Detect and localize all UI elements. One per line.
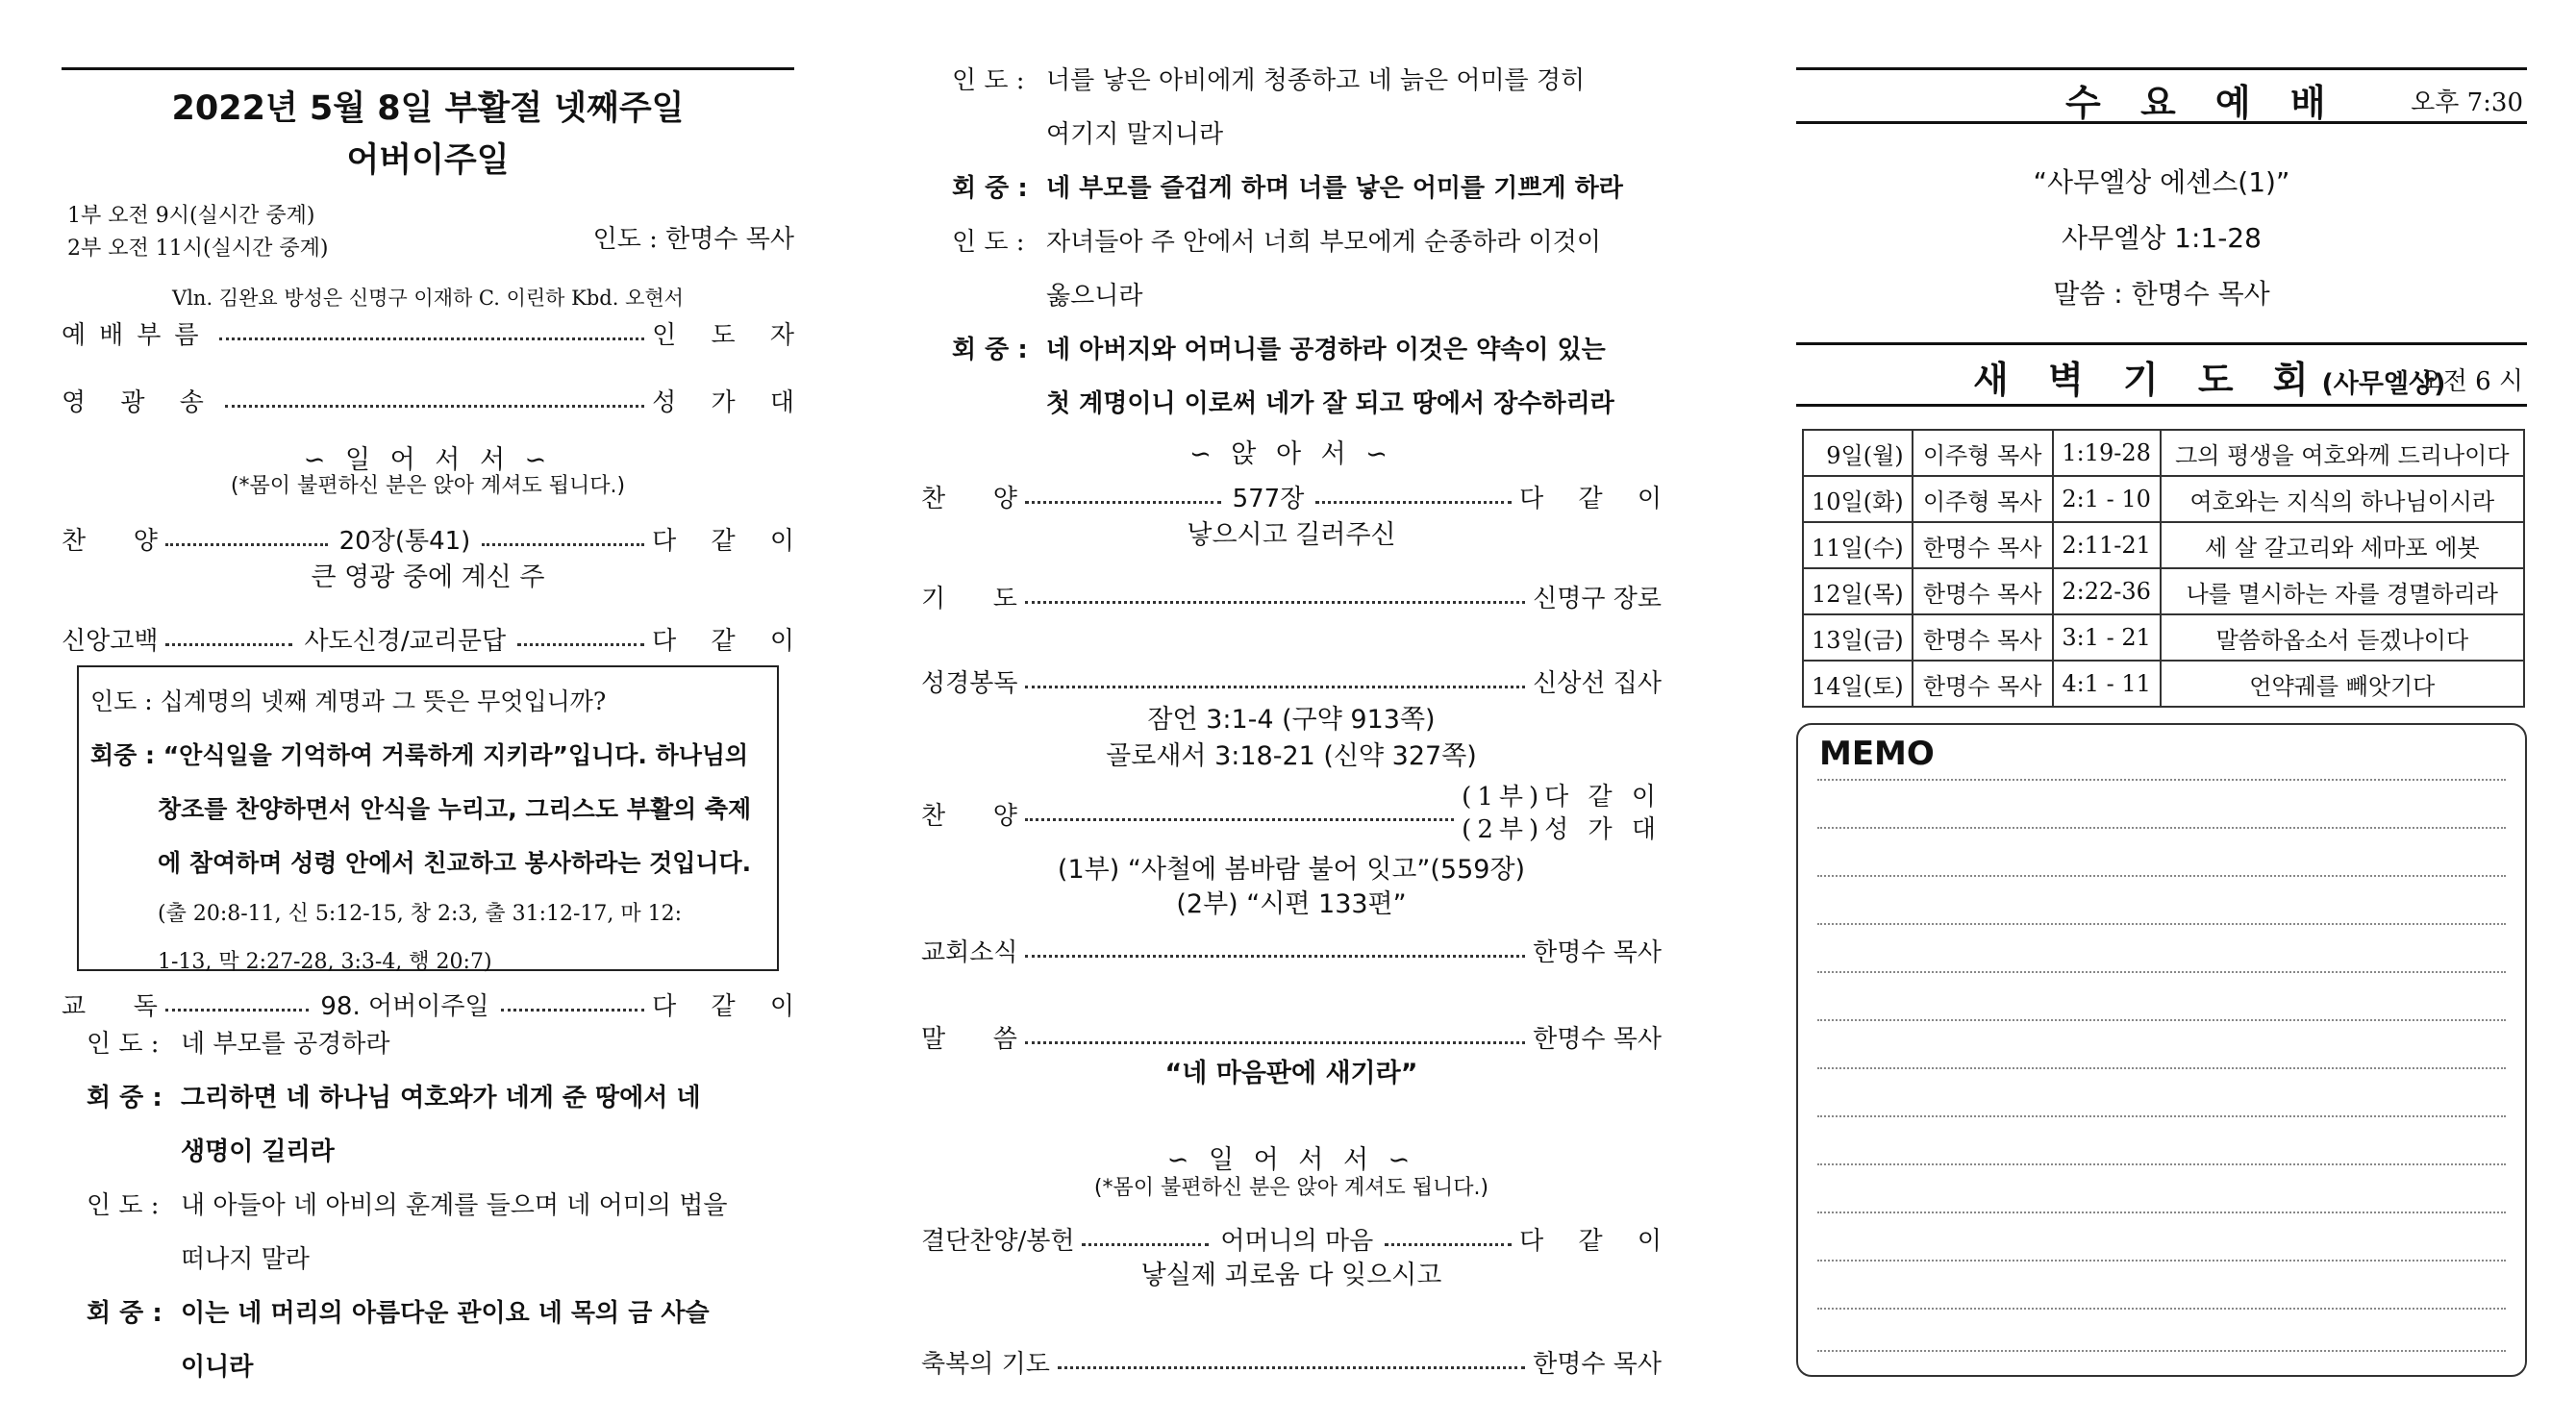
anthem-row (921, 783, 1662, 844)
reading-line: 첫 계명이니 이로써 네가 잘 되고 땅에서 장수하리라 (1046, 389, 1614, 418)
item-label: 영 광 송 (62, 387, 217, 417)
gloria-row (62, 381, 808, 419)
item-person: 한명수 목사 (1533, 937, 1662, 967)
hymn-row (62, 519, 808, 558)
announcements-row (921, 931, 1662, 969)
memo-line (1817, 827, 2506, 829)
item-label: 말 씀 (921, 1024, 1017, 1054)
catechism-answer-1: 회중 : “안식일을 기억하여 거룩하게 지키라”입니다. 하나님의 (90, 741, 749, 769)
catechism-answer-2: 창조를 찬양하면서 안식을 누리고, 그리스도 부활의 축제 (158, 795, 752, 823)
service-time-2: 2부 오전 11시(실시간 중계) (67, 237, 329, 261)
sermon-title: “네 마음판에 새기라” (1164, 1059, 1418, 1088)
hymn-row (921, 477, 1675, 515)
stand-instruction: ∽ 일 어 서 서 ∽ (1166, 1145, 1416, 1175)
dawn-prayer-title: 새 벽 기 도 회(사무엘상) (1973, 359, 2446, 401)
stand-instruction: ∽ 일 어 서 서 ∽ (303, 445, 553, 475)
dot-leader (1082, 1243, 1209, 1246)
dot-leader (1025, 501, 1221, 504)
reading-line: 여기지 말지니라 (1046, 120, 1224, 149)
table-row: 14일(토) 한명수 목사 4:1 - 11 언약궤를 빼앗기다 (1803, 661, 2524, 707)
table-row: 13일(금) 한명수 목사 3:1 - 21 말씀하옵소서 듣겠나이다 (1803, 614, 2524, 661)
responsive-reading-part-1 (87, 1017, 794, 1394)
musicians: Vln. 김완요 방성은 신명구 이재하 C. 이린하 Kbd. 오현서 (172, 287, 684, 310)
reading-line: 떠나지 말라 (181, 1245, 310, 1274)
dot-leader (225, 405, 644, 408)
reading-line: 인 도 : 내 아들아 네 아비의 훈계를 들으며 네 어미의 법을 (87, 1191, 728, 1220)
reading-line: 옳으니라 (1046, 282, 1143, 311)
dawn-prayer-schedule-table (1802, 429, 2525, 708)
reading-line: 인 도 : 네 부모를 공경하라 (87, 1030, 390, 1059)
memo-line (1817, 1115, 2506, 1117)
table-row: 11일(수) 한명수 목사 2:11-21 세 살 갈고리와 세마포 에봇 (1803, 522, 2524, 568)
sit-instruction: ∽ 앉 아 서 ∽ (1189, 439, 1393, 469)
section-rule (1796, 121, 2527, 124)
responsive-reading-part-2 (952, 54, 1662, 431)
memo-line (1817, 923, 2506, 925)
order-of-worship-column-2 (921, 0, 1676, 1424)
call-to-worship-row (62, 313, 808, 352)
memo-line (1817, 779, 2506, 781)
hymn-name: 어머니의 마음 (1220, 1226, 1374, 1256)
memo-line (1817, 1163, 2506, 1165)
item-person: 성 가 대 (652, 387, 808, 417)
stand-note: (*몸이 불편하신 분은 앉아 계셔도 됩니다.) (1093, 1176, 1489, 1200)
dot-leader (1025, 1041, 1525, 1044)
dot-leader (1025, 601, 1525, 604)
item-label: 찬 양 (62, 526, 158, 556)
catechism-question: 인도 : 십계명의 넷째 계명과 그 뜻은 무엇입니까? (90, 687, 607, 715)
leader: 인도 : 한명수 목사 (592, 225, 794, 254)
dot-leader (165, 643, 292, 646)
item-person: 신명구 장로 (1533, 584, 1662, 613)
anthem-title-1: (1부) “사철에 봄바람 불어 잇고”(559장) (1057, 855, 1526, 885)
hymn-number: 20장(통41) (338, 526, 471, 556)
item-person: 한명수 목사 (1533, 1024, 1662, 1054)
memo-line (1817, 1308, 2506, 1310)
memo-line (1817, 1212, 2506, 1213)
memo-heading: MEMO (1819, 735, 1935, 773)
reading-line: 인 도 : 너를 낳은 아비에게 청종하고 네 늙은 어미를 경히 (952, 66, 1586, 95)
reading-line: 생명이 길리라 (181, 1137, 335, 1166)
hymn-title: 낳으시고 길러주신 (1187, 520, 1396, 550)
catechism-reference-2: 1-13, 막 2:27-28, 3:3-4, 행 20:7) (158, 950, 492, 974)
item-person: 다 같 이 (652, 626, 808, 656)
catechism-box (77, 665, 779, 974)
item-label: 교 독 (62, 991, 158, 1021)
service-time-1: 1부 오전 9시(실시간 중계) (67, 204, 315, 228)
item-person: 다 같 이 (652, 526, 808, 556)
scripture-reading-row (921, 662, 1662, 700)
catechism-answer-3: 에 참여하며 성령 안에서 친교하고 봉사하라는 것입니다. (158, 849, 752, 877)
wednesday-speaker: 말씀 : 한명수 목사 (2053, 278, 2270, 310)
reading-line: 이니라 (181, 1353, 254, 1382)
sermon-row (921, 1017, 1662, 1056)
item-person: 신상선 집사 (1533, 668, 1662, 698)
table-row: 9일(월) 이주형 목사 1:19-28 그의 평생을 여호와께 드리나이다 (1803, 430, 2524, 476)
reading-line: 인 도 : 자녀들아 주 안에서 너희 부모에게 순종하라 이것이 (952, 228, 1602, 257)
reading-line: 회 중 : 그리하면 네 하나님 여호와가 네게 준 땅에서 네 (87, 1084, 701, 1112)
stand-note: (*몸이 불편하신 분은 앉아 계셔도 됩니다.) (230, 474, 626, 498)
item-label: 결단찬양/봉헌 (921, 1226, 1075, 1256)
creed-row (62, 619, 808, 658)
item-label: 찬 양 (921, 484, 1017, 513)
weekly-schedule-column (1796, 0, 2527, 1424)
item-person: 다 같 이 (1519, 1226, 1676, 1256)
section-rule (1796, 67, 2527, 70)
dot-leader (165, 543, 328, 546)
dot-leader (482, 543, 644, 546)
dot-leader (1058, 1366, 1525, 1369)
item-person: 다 같 이 (652, 991, 809, 1021)
item-label: 성경봉독 (921, 668, 1018, 698)
dot-leader (1025, 818, 1454, 821)
memo-line (1817, 1260, 2506, 1262)
reading-line: 회 중 : 네 부모를 즐겁게 하며 너를 낳은 어미를 기쁘게 하라 (952, 174, 1623, 203)
anthem-title-2: (2부) “시편 133편” (1176, 889, 1407, 919)
catechism-reference-1: (출 20:8-11, 신 5:12-15, 창 2:3, 출 31:12-17, 마 12: (158, 902, 683, 926)
section-rule (1796, 342, 2527, 345)
hymn-number: 577장 (1232, 484, 1305, 513)
item-label: 예배부름 (62, 320, 213, 350)
item-label: 축복의 기도 (921, 1349, 1050, 1379)
bulletin-title: 2022년 5월 8일 부활절 넷째주일 (171, 89, 685, 128)
scripture-ref-1: 잠언 3:1-4 (구약 913쪽) (1147, 705, 1436, 735)
prayer-row (921, 577, 1662, 615)
wednesday-sermon-topic: “사무엘상 에센스(1)” (2033, 166, 2290, 198)
item-label: 기 도 (921, 584, 1017, 613)
reading-line: 회 중 : 네 아버지와 어머니를 공경하라 이것은 약속이 있는 (952, 336, 1606, 364)
bulletin-subtitle: 어버이주일 (346, 141, 510, 180)
creed-name: 사도신경/교리문답 (304, 626, 507, 656)
table-row: 12일(목) 한명수 목사 2:22-36 나를 멸시하는 자를 경멸하리라 (1803, 568, 2524, 614)
item-label: 신앙고백 (62, 626, 159, 656)
decision-hymn-first-line: 낳실제 괴로움 다 잊으시고 (1140, 1261, 1442, 1290)
memo-line (1817, 1350, 2506, 1352)
wednesday-service-title: 수 요 예 배 (2065, 82, 2339, 124)
scripture-ref-2: 골로새서 3:18-21 (신약 327쪽) (1106, 741, 1477, 771)
memo-line (1817, 875, 2506, 877)
reading-number: 98. 어버이주일 (320, 991, 489, 1021)
dot-leader (1315, 501, 1512, 504)
memo-box (1796, 723, 2527, 1377)
dot-leader (1025, 686, 1525, 688)
wednesday-service-time: 오후 7:30 (2411, 88, 2523, 117)
item-label: 찬 양 (921, 801, 1017, 831)
benediction-row (921, 1342, 1662, 1381)
order-of-worship-column-1 (62, 0, 809, 1424)
memo-line (1817, 1067, 2506, 1069)
item-person: 다 같 이 (1519, 484, 1675, 513)
dawn-prayer-time: 오전 6 시 (2418, 367, 2523, 396)
dot-leader (165, 1009, 310, 1012)
decision-hymn-row (921, 1219, 1676, 1258)
memo-line (1817, 1019, 2506, 1021)
section-rule (1796, 404, 2527, 407)
dot-leader (501, 1009, 645, 1012)
reading-line: 회 중 : 이는 네 머리의 아름다운 관이요 네 목의 금 사슬 (87, 1299, 710, 1328)
hymn-title: 큰 영광 중에 계신 주 (311, 562, 545, 592)
wednesday-passage: 사무엘상 1:1-28 (2062, 222, 2262, 254)
item-person: (1부)다 같 이 (2부)성 가 대 (1462, 783, 1662, 844)
dot-leader (517, 643, 644, 646)
item-label: 교회소식 (921, 937, 1018, 967)
dot-leader (1025, 955, 1525, 958)
top-rule (62, 67, 794, 70)
table-row: 10일(화) 이주형 목사 2:1 - 10 여호와는 지식의 하나님이시라 (1803, 476, 2524, 522)
dot-leader (1385, 1243, 1512, 1246)
item-person: 한명수 목사 (1533, 1349, 1662, 1379)
memo-line (1817, 971, 2506, 973)
dot-leader (219, 337, 644, 340)
item-person: 인 도 자 (652, 320, 808, 350)
